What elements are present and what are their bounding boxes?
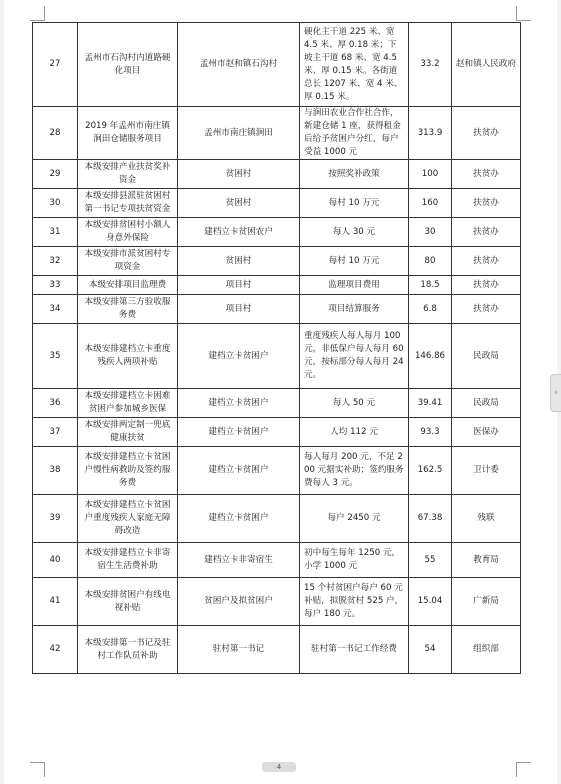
cell-project: 本级安排贫困村小额人身意外保险: [78, 218, 178, 247]
cell-no: 41: [33, 578, 78, 626]
page-number: 4: [262, 762, 296, 772]
side-scroll-tab[interactable]: ›: [550, 374, 561, 412]
cell-location: 贫困村: [178, 247, 300, 276]
table-row: [33, 23, 521, 107]
cell-no: 31: [33, 218, 78, 247]
cell-content: 人均 112 元: [300, 418, 409, 447]
cell-content: 每人 30 元: [300, 218, 409, 247]
cell-location: 项目村: [178, 295, 300, 324]
crop-mark-bottom-right: [516, 762, 531, 777]
cell-content: 每人每月 200 元，不足 200 元据实补助；签约服务费每人 3 元。: [300, 447, 409, 495]
table-row: [33, 189, 521, 218]
cell-unit: 卫计委: [452, 447, 521, 495]
cell-amount: 100: [409, 160, 452, 189]
cell-amount: 15.04: [409, 578, 452, 626]
cell-no: 38: [33, 447, 78, 495]
cell-project: 本级安排建档立卡重度残疾人两项补贴: [78, 324, 178, 389]
table-row: [33, 447, 521, 495]
cell-location: 孟州市赵和镇石沟村: [178, 23, 300, 107]
table-row: [33, 107, 521, 160]
cell-amount: 30: [409, 218, 452, 247]
cell-location: 建档立卡贫困户: [178, 447, 300, 495]
project-table-body: [33, 23, 521, 674]
cell-unit: 组织部: [452, 626, 521, 674]
cell-content: 15 个村贫困户每户 60 元补贴，拟脱贫村 525 户，每户 180 元。: [300, 578, 409, 626]
cell-no: 28: [33, 107, 78, 160]
cell-location: 孟州市南庄镇涧田: [178, 107, 300, 160]
cell-content: 项目结算服务: [300, 295, 409, 324]
cell-unit: 民政局: [452, 324, 521, 389]
document-page: [4, 0, 557, 784]
cell-unit: 扶贫办: [452, 218, 521, 247]
cell-content: 硬化主干道 225 米、宽 4.5 米、厚 0.18 米；下坡主干道 68 米、宽 4.5 米、厚 0.15 米。各街道总长 1207 米、宽 4 米、厚 0.15 米。: [300, 23, 409, 107]
cell-unit: 残联: [452, 495, 521, 543]
table-row: [33, 578, 521, 626]
cell-unit: 教育局: [452, 543, 521, 578]
cell-project: 本级安排建档立卡困难贫困户参加城乡医保: [78, 389, 178, 418]
table-row: [33, 247, 521, 276]
cell-unit: 赵和镇人民政府: [452, 23, 521, 107]
cell-amount: 160: [409, 189, 452, 218]
cell-unit: 扶贫办: [452, 160, 521, 189]
cell-content: 每户 2450 元: [300, 495, 409, 543]
cell-amount: 6.8: [409, 295, 452, 324]
cell-location: 建档立卡贫困户: [178, 389, 300, 418]
table-row: [33, 389, 521, 418]
cell-amount: 55: [409, 543, 452, 578]
cell-content: 按照奖补政策: [300, 160, 409, 189]
table-row: [33, 418, 521, 447]
table-row: [33, 626, 521, 674]
table-row: [33, 295, 521, 324]
cell-no: 29: [33, 160, 78, 189]
cell-no: 27: [33, 23, 78, 107]
cell-amount: 162.5: [409, 447, 452, 495]
cell-project: 本级安排建档立卡非寄宿生生活费补助: [78, 543, 178, 578]
cell-amount: 54: [409, 626, 452, 674]
cell-unit: 扶贫办: [452, 247, 521, 276]
cell-location: 贫困村: [178, 189, 300, 218]
table-row: [33, 543, 521, 578]
cell-no: 34: [33, 295, 78, 324]
cell-location: 建档立卡贫困户: [178, 495, 300, 543]
table-row: [33, 218, 521, 247]
cell-no: 36: [33, 389, 78, 418]
cell-location: 建档立卡贫困户: [178, 418, 300, 447]
cell-project: 本级安排第一书记及驻村工作队员补助: [78, 626, 178, 674]
cell-no: 37: [33, 418, 78, 447]
cell-no: 39: [33, 495, 78, 543]
cell-amount: 313.9: [409, 107, 452, 160]
cell-amount: 39.41: [409, 389, 452, 418]
cell-content: 重度残疾人每人每月 100 元，非低保户每人每月 60 元，按标部分每人每月 24 元。: [300, 324, 409, 389]
table-row: [33, 276, 521, 295]
cell-unit: 医保办: [452, 418, 521, 447]
table-row: [33, 495, 521, 543]
cell-content: 每人 50 元: [300, 389, 409, 418]
cell-amount: 80: [409, 247, 452, 276]
cell-content: 每村 10 万元: [300, 189, 409, 218]
crop-mark-top-right: [516, 6, 531, 21]
cell-unit: 扶贫办: [452, 189, 521, 218]
table-row: [33, 160, 521, 189]
cell-content: 初中每生每年 1250 元，小学 1000 元: [300, 543, 409, 578]
cell-unit: 扶贫办: [452, 107, 521, 160]
cell-project: 本级安排建档立卡贫困户重度残疾人家庭无障碍改造: [78, 495, 178, 543]
cell-unit: 扶贫办: [452, 276, 521, 295]
cell-no: 30: [33, 189, 78, 218]
cell-content: 监理项目费用: [300, 276, 409, 295]
cell-location: 建档立卡贫困农户: [178, 218, 300, 247]
cell-no: 42: [33, 626, 78, 674]
cell-no: 35: [33, 324, 78, 389]
crop-mark-bottom-left: [30, 762, 45, 777]
cell-location: 贫困户及拟贫困户: [178, 578, 300, 626]
cell-project: 本级安排建档立卡贫困户慢性病救助及签约服务费: [78, 447, 178, 495]
cell-amount: 146.86: [409, 324, 452, 389]
project-table: [32, 22, 521, 674]
cell-unit: 广新局: [452, 578, 521, 626]
cell-location: 驻村第一书记: [178, 626, 300, 674]
cell-amount: 18.5: [409, 276, 452, 295]
cell-location: 建档立卡贫困户: [178, 324, 300, 389]
table-row: [33, 324, 521, 389]
cell-unit: 民政局: [452, 389, 521, 418]
cell-location: 贫困村: [178, 160, 300, 189]
cell-project: 本级安排县派驻贫困村第一书记专项扶贫资金: [78, 189, 178, 218]
cell-no: 32: [33, 247, 78, 276]
cell-project: 本级安排产业扶贫奖补资金: [78, 160, 178, 189]
cell-content: 与涧田农业合作社合作，新建仓储 1 座，获得租金后给予贫困户分红，每户受益 1000 元: [300, 107, 409, 160]
cell-content: 每村 10 万元: [300, 247, 409, 276]
cell-amount: 67.38: [409, 495, 452, 543]
cell-project: 2019 年孟州市南庄镇涧田仓储服务项目: [78, 107, 178, 160]
cell-amount: 93.3: [409, 418, 452, 447]
cell-project: 孟州市石沟村内道路硬化项目: [78, 23, 178, 107]
crop-mark-top-left: [30, 6, 45, 21]
cell-project: 本级安排两定制一兜底健康扶贫: [78, 418, 178, 447]
cell-content: 驻村第一书记工作经费: [300, 626, 409, 674]
cell-location: 建档立卡非寄宿生: [178, 543, 300, 578]
cell-location: 项目村: [178, 276, 300, 295]
cell-amount: 33.2: [409, 23, 452, 107]
cell-project: 本级安排项目监理费: [78, 276, 178, 295]
cell-project: 本级安排第三方验收服务费: [78, 295, 178, 324]
cell-no: 40: [33, 543, 78, 578]
cell-unit: 扶贫办: [452, 295, 521, 324]
cell-project: 本级安排市派贫困村专项资金: [78, 247, 178, 276]
cell-project: 本级安排贫困户有线电视补贴: [78, 578, 178, 626]
cell-no: 33: [33, 276, 78, 295]
